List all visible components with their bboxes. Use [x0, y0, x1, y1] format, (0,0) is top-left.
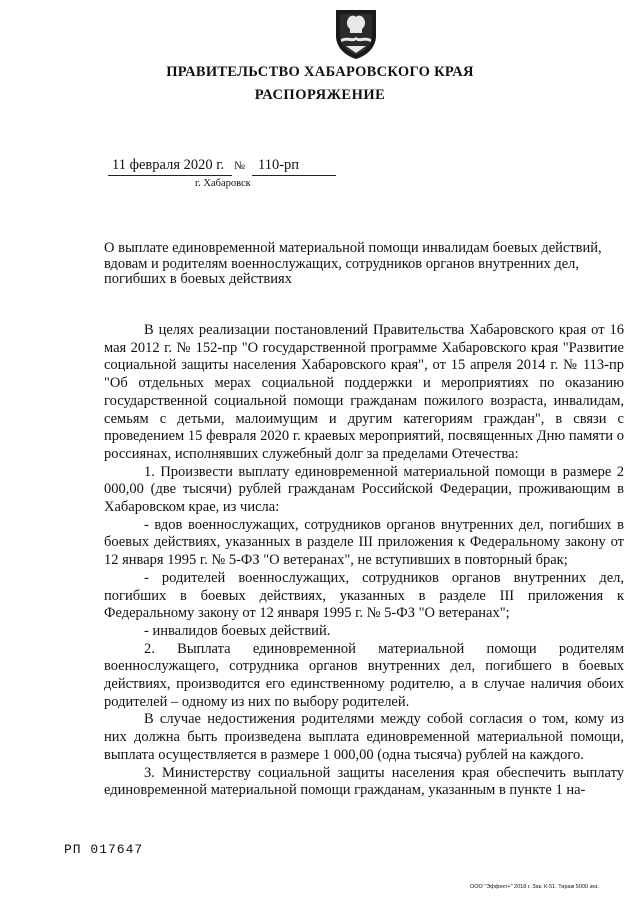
- paragraph-item-1: 1. Произвести выплату единовременной материальной помощи в размере 2 000,00 (две тысячи) рублей гражданам Российской Федерации, проживающим в Хабаровском крае, из числа:: [104, 463, 624, 516]
- coat-of-arms-icon: [332, 6, 380, 60]
- number-sign: №: [234, 160, 245, 172]
- paragraph-item-1-widows: - вдов военнослужащих, сотрудников органов внутренних дел, погибших в боевых действиях, указанных в разделе III приложения к Федеральному закону от 12 января 1995 г. № 5-ФЗ "О ветеранах", не вступивших в повторный брак;: [104, 516, 624, 569]
- paragraph-item-2-disagreement: В случае недостижения родителями между собой согласия о том, кому из них должна быть произведена выплата единовременной материальной помощи, выплата осуществляется в размере 1 000,00 (одна тысяча) рублей на каждого.: [104, 711, 624, 763]
- printer-info: ООО "Эффект+" 2018 г. Зак. К-51. Тираж 5000 экз.: [470, 884, 599, 890]
- document-body: [104, 322, 624, 800]
- paragraph-preamble: В целях реализации постановлений Правительства Хабаровского края от 16 мая 2012 г. № 152-пр "О государственной программе Хабаровского края "Развитие социальной защиты населения Хабаровского края", от 15 апреля 2014 г. № 113-пр "Об отдельных мерах социальной поддержки и мероприятиях по оказанию государственной социальной помощи гражданам пожилого возраста, инвалидам, семьям с детьми, малоимущим и другим категориям граждан", в связи с проведением 15 февраля 2020 г. краевых мероприятий, посвященных Дню памяти о россиянах, исполнявших служебный долг за пределами Отечества:: [104, 322, 624, 462]
- paragraph-item-2: 2. Выплата единовременной материальной помощи родителям военнослужащего, сотрудника органов внутренних дел, погибшего в боевых действиях, производится его единственному родителю, а в случае наличия обоих родителей – одному из них по выбору родителей.: [104, 640, 624, 710]
- paragraph-item-1-parents: - родителей военнослужащих, сотрудников органов внутренних дел, погибших в боевых действиях, указанных в разделе III приложения к Федеральному закону от 12 января 1995 г. № 5-ФЗ "О ветеранах";: [104, 569, 624, 622]
- form-code: РП 017647: [64, 842, 144, 857]
- document-city: г. Хабаровск: [195, 178, 251, 189]
- document-number: 110-рп: [258, 157, 300, 173]
- date-underline: [108, 175, 232, 176]
- organization-title: ПРАВИТЕЛЬСТВО ХАБАРОВСКОГО КРАЯ: [166, 64, 474, 80]
- paragraph-item-1-invalids: - инвалидов боевых действий.: [144, 622, 331, 639]
- document-subject: О выплате единовременной материальной помощи инвалидам боевых действий, вдовам и родителям военнослужащих, сотрудников органов внутренних дел, погибших в боевых действиях: [104, 240, 602, 287]
- document-meta: [108, 157, 348, 197]
- number-underline: [252, 175, 336, 176]
- document-type: РАСПОРЯЖЕНИЕ: [254, 87, 386, 103]
- paragraph-item-3: 3. Министерству социальной защиты населения края обеспечить выплату единовременной материальной помощи гражданам, указанным в пункте 1 на-: [104, 764, 624, 799]
- document-date: 11 февраля 2020 г.: [112, 157, 225, 173]
